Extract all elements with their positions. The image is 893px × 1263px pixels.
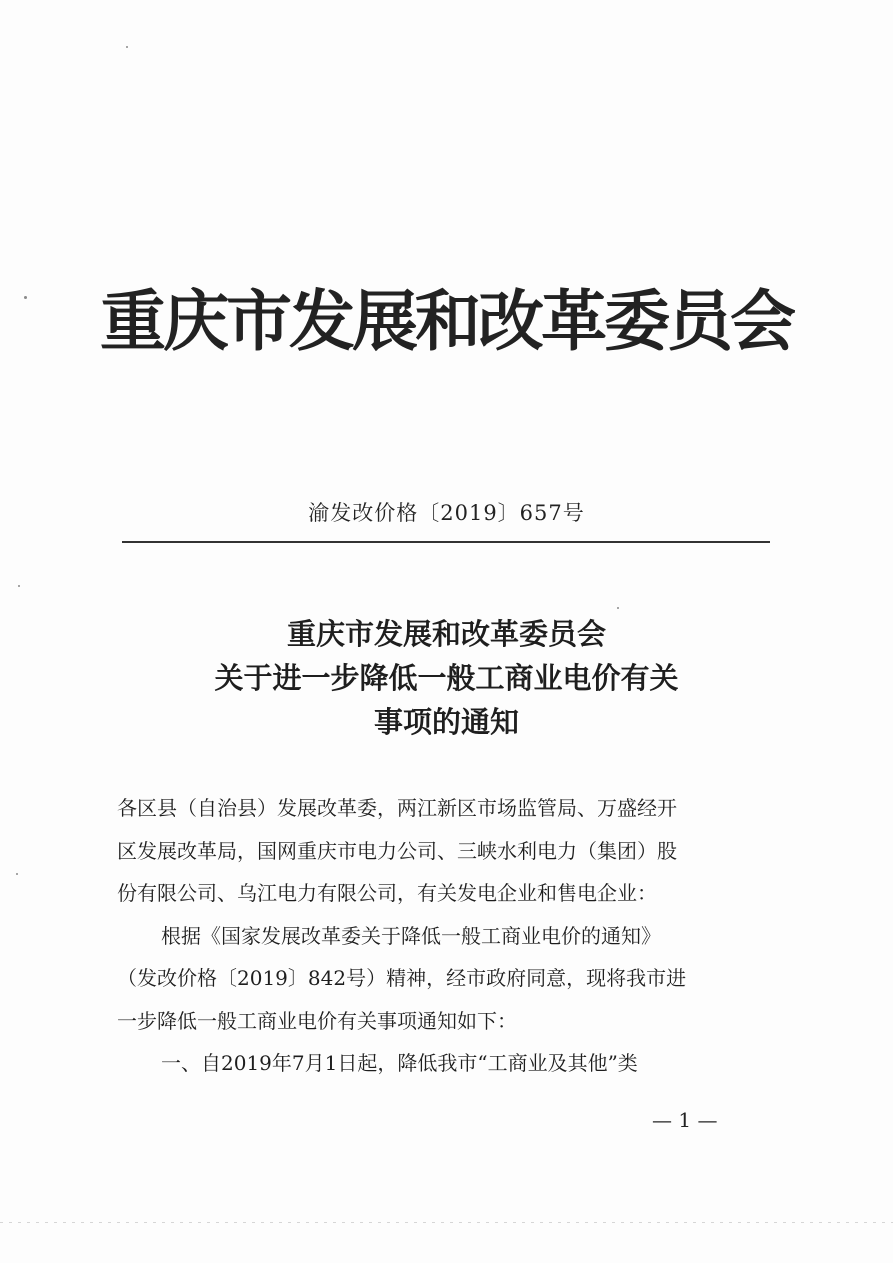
scan-edge-line — [0, 1222, 893, 1223]
body-line: 根据《国家发展改革委关于降低一般工商业电价的通知》 — [161, 923, 661, 948]
body-line: 区发展改革局，国网重庆市电力公司、三峡水利电力（集团）股 — [117, 838, 677, 863]
document-title — [0, 612, 893, 744]
body-line: 份有限公司、乌江电力有限公司，有关发电企业和售电企业： — [117, 881, 657, 905]
title-line: 重庆市发展和改革委员会 — [286, 617, 606, 651]
document-number: 渝发改价格〔2019〕657号 — [308, 501, 585, 525]
document-body — [117, 787, 757, 1085]
body-line: 一步降低一般工商业电价有关事项通知如下： — [117, 1008, 517, 1033]
masthead: 重庆市发展和改革委员会 — [100, 283, 793, 360]
body-line: 一、自2019年7月1日起，降低我市“工商业及其他”类 — [161, 1051, 638, 1075]
body-line: 各区县（自治县）发展改革委，两江新区市场监管局、万盛经开 — [117, 796, 677, 820]
header-divider — [122, 541, 770, 543]
scan-speck — [16, 873, 18, 875]
page-number: — 1 — — [652, 1108, 718, 1132]
scan-speck — [126, 46, 128, 48]
body-line: （发改价格〔2019〕842号）精神，经市政府同意，现将我市进 — [117, 966, 687, 990]
scan-speck — [617, 607, 619, 609]
scan-speck — [18, 585, 20, 587]
title-line: 事项的通知 — [373, 705, 519, 739]
title-line: 关于进一步降低一般工商业电价有关 — [214, 661, 679, 695]
